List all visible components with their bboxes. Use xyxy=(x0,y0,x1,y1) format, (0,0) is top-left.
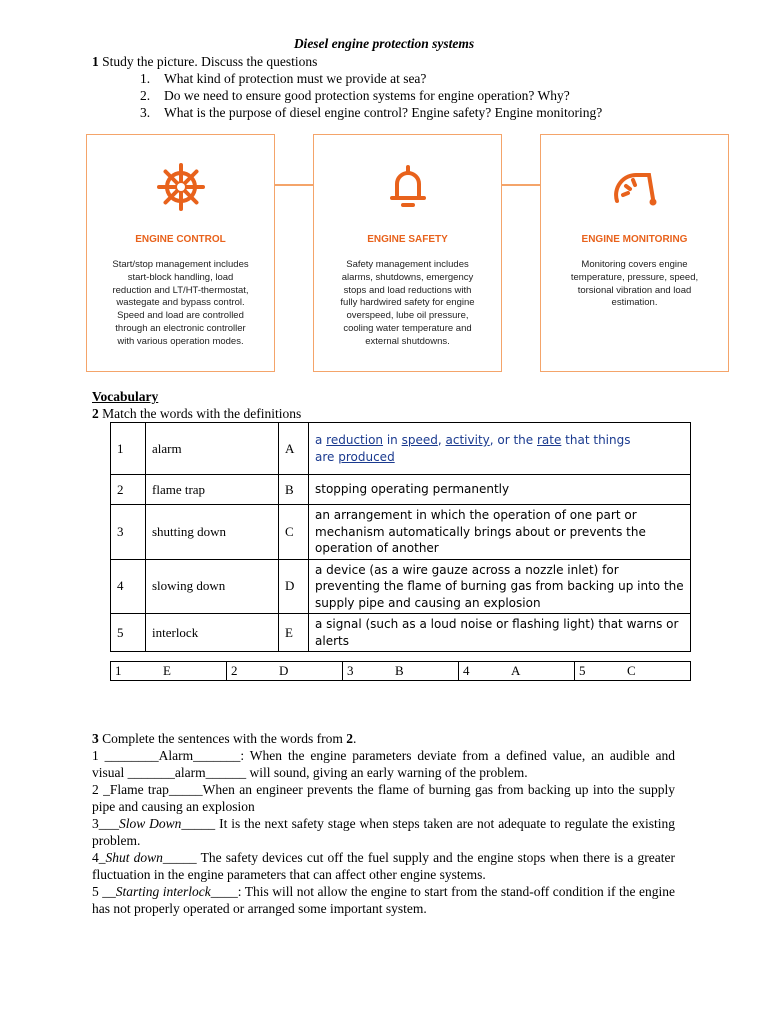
answer-letter: D xyxy=(275,662,343,681)
card-line: temperature, pressure, speed, xyxy=(570,271,699,283)
row-number: 1 xyxy=(111,423,146,475)
table-row xyxy=(111,505,691,560)
definition-letter: A xyxy=(279,423,309,475)
vocab-word: interlock xyxy=(146,614,279,652)
def-text: are xyxy=(315,449,339,464)
table-row xyxy=(111,423,691,475)
answer-number: 3 xyxy=(343,662,392,681)
card-line: Safety management includes xyxy=(346,259,469,270)
answer-number: 1 xyxy=(111,662,160,681)
question-number: 1. xyxy=(140,71,151,86)
section-number: 3 xyxy=(92,731,99,746)
card-line: torsional vibration and load xyxy=(577,284,692,296)
section-number: 1 xyxy=(92,54,99,69)
card-line: alarms, shutdowns, emergency xyxy=(341,271,474,283)
page-title: Diesel engine protection systems xyxy=(293,36,475,51)
definition-letter: E xyxy=(279,614,309,652)
question-text: Do we need to ensure good protection systems for engine operation? Why? xyxy=(164,88,570,103)
card-line: stops and load reductions with xyxy=(343,284,472,296)
answer-number: 4 xyxy=(459,662,508,681)
row-number: 3 xyxy=(111,505,146,560)
card-line: cooling water temperature and xyxy=(343,322,472,334)
question-item xyxy=(140,104,602,121)
connector-line xyxy=(502,184,540,186)
sentence-number: 4 xyxy=(92,850,99,865)
answer-fill: __Starting interlock____ xyxy=(98,884,238,899)
card-line: Start/stop management includes xyxy=(112,259,249,270)
answer-number: 5 xyxy=(575,662,624,681)
definition-cell: stopping operating permanently xyxy=(309,475,691,505)
question-text: What is the purpose of diesel engine control? Engine safety? Engine monitoring? xyxy=(164,105,603,120)
card-body xyxy=(326,259,489,349)
vocab-word: shutting down xyxy=(146,505,279,560)
card-line: wastegate and bypass control. xyxy=(116,297,245,309)
card-title: ENGINE CONTROL xyxy=(135,234,226,245)
connector-line xyxy=(275,184,313,186)
answer-letter: E xyxy=(159,662,227,681)
definition-letter: C xyxy=(279,505,309,560)
answer-fill: ___Slow Down_____ xyxy=(98,816,216,831)
vocab-word: alarm xyxy=(146,423,279,475)
card-line: reduction and LT/HT-thermostat, xyxy=(112,284,249,296)
card-line: overspeed, lube oil pressure, xyxy=(346,310,469,322)
section-2-heading xyxy=(92,406,301,422)
table-row xyxy=(111,614,691,652)
answer-key-table xyxy=(110,661,691,681)
question-item xyxy=(140,87,602,104)
sentence-text: It is the next safety stage when steps taken are not adequate to regulate the existing problem. xyxy=(92,816,675,848)
section-3 xyxy=(92,730,675,917)
answer-letter: B xyxy=(391,662,459,681)
sentence-number: 3 xyxy=(92,816,99,831)
gauge-icon xyxy=(541,161,728,213)
def-text: , xyxy=(437,433,446,447)
def-text: that things xyxy=(561,433,631,447)
question-number: 3. xyxy=(140,105,151,120)
section-reference: 2 xyxy=(346,731,353,746)
def-link[interactable]: produced xyxy=(338,449,395,464)
answer-number: 2 xyxy=(227,662,276,681)
vocab-word: slowing down xyxy=(146,559,279,614)
bell-icon xyxy=(314,161,501,213)
table-row xyxy=(111,559,691,614)
card-body xyxy=(99,259,262,349)
vocab-word: flame trap xyxy=(146,475,279,505)
card-line: Speed and load are controlled xyxy=(117,310,244,322)
card-line: external shutdowns. xyxy=(365,335,450,347)
card-line: estimation. xyxy=(611,297,658,309)
card-line: Monitoring covers engine xyxy=(581,259,688,270)
question-text: What kind of protection must we provide at sea? xyxy=(164,71,427,86)
definition-letter: D xyxy=(279,559,309,614)
def-text: in xyxy=(383,433,402,447)
section-instruction: Match the words with the definitions xyxy=(102,406,302,421)
card-line: with various operation modes. xyxy=(117,335,244,347)
def-text: , or the xyxy=(489,433,537,447)
sentence-5 xyxy=(92,883,675,917)
row-number: 5 xyxy=(111,614,146,652)
ship-wheel-icon xyxy=(87,161,274,213)
section-instruction: Study the picture. Discuss the questions xyxy=(102,54,318,69)
definition-cell xyxy=(309,423,691,475)
sentence-1: 1 ________Alarm_______: When the engine parameters deviate from a defined value, an audible and visual _______alarm______ will sound, giving an early warning of the problem. xyxy=(92,748,675,780)
section-instruction: Complete the sentences with the words from xyxy=(102,731,343,746)
card-title: ENGINE MONITORING xyxy=(581,234,688,245)
vocabulary-heading: Vocabulary xyxy=(92,389,159,404)
section-number: 2 xyxy=(92,406,99,421)
row-number: 4 xyxy=(111,559,146,614)
engine-monitoring-card xyxy=(540,134,729,372)
sentence-text: : This will not allow the engine to start from the stand-off condition if the engine has not properly operated or arranged some important system. xyxy=(92,884,675,916)
card-line: through an electronic controller xyxy=(115,322,246,334)
def-link[interactable]: speed xyxy=(401,433,438,447)
sentence-4 xyxy=(92,849,675,883)
answer-letter: C xyxy=(623,662,691,681)
def-link[interactable]: reduction xyxy=(326,433,384,447)
question-number: 2. xyxy=(140,88,151,103)
engine-safety-card xyxy=(313,134,502,372)
card-line: start-block handling, load xyxy=(127,271,234,283)
punctuation: . xyxy=(352,731,357,746)
sentence-text: The safety devices cut off the fuel supply and the engine stops when there is a greater fluctuation in the engine parameters that can affect other engine systems. xyxy=(92,850,675,882)
definition-cell: an arrangement in which the operation of one part or mechanism automatically brings about or prevents the operation of another xyxy=(309,505,691,560)
question-item xyxy=(140,70,602,87)
sentence-2: 2 _Flame trap_____When an engineer prevents the flame of burning gas from backing up into the supply pipe and causing an explosion xyxy=(92,782,675,814)
answer-fill: _Shut down_____ xyxy=(98,850,197,865)
section-3-heading xyxy=(92,730,675,747)
row-number: 2 xyxy=(111,475,146,505)
definition-letter: B xyxy=(279,475,309,505)
definition-cell: a device (as a wire gauze across a nozzle inlet) for preventing the flame of burning gas from backing up into the supply pipe and causing an explosion xyxy=(309,559,691,614)
definition-cell: a signal (such as a loud noise or flashing light) that warns or alerts xyxy=(309,614,691,652)
answer-key-row xyxy=(111,662,691,681)
answer-letter: A xyxy=(507,662,575,681)
protection-systems-figure xyxy=(86,134,729,374)
def-text: a xyxy=(315,433,327,447)
table-row xyxy=(111,475,691,505)
def-link[interactable]: activity xyxy=(445,433,490,447)
sentence-number: 5 xyxy=(92,884,99,899)
engine-control-card xyxy=(86,134,275,372)
card-body xyxy=(553,259,716,310)
sentence-3 xyxy=(92,815,675,849)
card-line: fully hardwired safety for engine xyxy=(340,297,475,309)
def-link[interactable]: rate xyxy=(536,433,562,447)
card-title: ENGINE SAFETY xyxy=(367,234,448,245)
question-list xyxy=(140,70,602,121)
section-1-heading xyxy=(92,54,317,70)
matching-table xyxy=(110,422,691,652)
